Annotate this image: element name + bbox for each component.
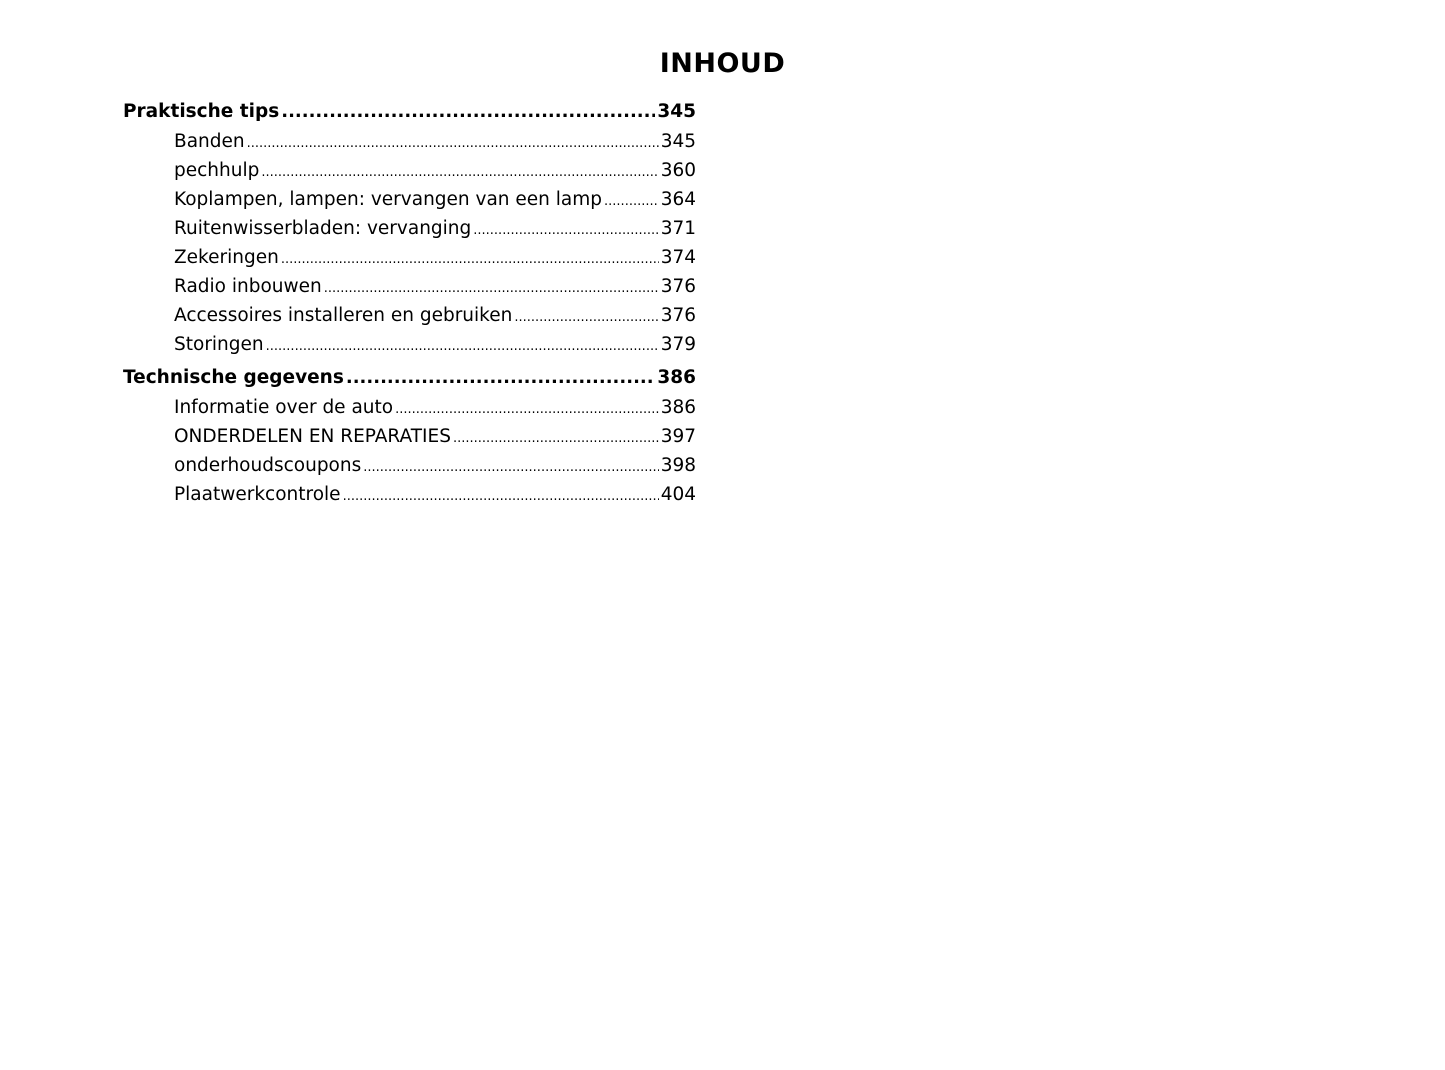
toc-dot-leader bbox=[473, 216, 658, 245]
toc-entry-page: 360 bbox=[660, 160, 696, 181]
toc-entry-label: Storingen bbox=[174, 334, 264, 355]
toc-entry[interactable] bbox=[123, 127, 696, 156]
toc-heading[interactable] bbox=[123, 97, 696, 127]
toc-entry-page: 371 bbox=[660, 218, 696, 239]
toc-heading-label: Technische gegevens bbox=[123, 367, 344, 388]
toc-heading-label: Praktische tips bbox=[123, 101, 280, 122]
toc-heading-page: 345 bbox=[657, 101, 696, 122]
toc-entry-label: Radio inbouwen bbox=[174, 276, 322, 297]
toc-entry-label: pechhulp bbox=[174, 160, 260, 181]
page-title: INHOUD bbox=[659, 48, 786, 80]
toc-dot-leader bbox=[281, 97, 655, 127]
toc-dot-leader bbox=[395, 395, 659, 424]
toc-entry-label: Accessoires installeren en gebruiken bbox=[174, 305, 513, 326]
toc-entry[interactable] bbox=[123, 393, 696, 422]
toc-entry[interactable] bbox=[123, 451, 696, 480]
toc-dot-leader bbox=[261, 158, 658, 187]
toc-entry-page: 404 bbox=[660, 484, 696, 505]
toc-entry[interactable] bbox=[123, 185, 696, 214]
toc-entry-page: 364 bbox=[660, 189, 696, 210]
toc-entry-label: ONDERDELEN EN REPARATIES bbox=[174, 426, 451, 447]
toc-entry-page: 386 bbox=[660, 397, 696, 418]
toc-dot-leader bbox=[604, 187, 659, 216]
toc-entry[interactable] bbox=[123, 330, 696, 359]
toc-entry-label: Informatie over de auto bbox=[174, 397, 394, 418]
toc-entry-label: Koplampen, lampen: vervangen van een lamp bbox=[174, 189, 603, 210]
toc-dot-leader bbox=[266, 332, 659, 361]
toc-dot-leader bbox=[363, 453, 658, 482]
toc-entry-page: 376 bbox=[660, 276, 696, 297]
toc-dot-leader bbox=[281, 245, 659, 274]
toc-entry[interactable] bbox=[123, 301, 696, 330]
toc-section-praktische-tips bbox=[123, 97, 696, 359]
table-of-contents bbox=[123, 97, 696, 509]
toc-entry[interactable] bbox=[123, 422, 696, 451]
toc-entry-label: Banden bbox=[174, 131, 245, 152]
toc-entry[interactable] bbox=[123, 214, 696, 243]
toc-entry-page: 398 bbox=[660, 455, 696, 476]
toc-heading-page: 386 bbox=[657, 367, 696, 388]
toc-entry-label: Plaatwerkcontrole bbox=[174, 484, 341, 505]
toc-dot-leader bbox=[346, 363, 656, 393]
toc-entry-page: 397 bbox=[660, 426, 696, 447]
toc-dot-leader bbox=[514, 303, 658, 332]
toc-entry[interactable] bbox=[123, 243, 696, 272]
toc-entry[interactable] bbox=[123, 156, 696, 185]
toc-dot-leader bbox=[247, 129, 659, 158]
toc-section-technische-gegevens bbox=[123, 363, 696, 509]
toc-entry-page: 345 bbox=[660, 131, 696, 152]
toc-entry-page: 379 bbox=[660, 334, 696, 355]
toc-heading[interactable] bbox=[123, 363, 696, 393]
toc-dot-leader bbox=[343, 482, 659, 511]
toc-entry-page: 376 bbox=[660, 305, 696, 326]
toc-dot-leader bbox=[324, 274, 659, 303]
toc-entry-page: 374 bbox=[660, 247, 696, 268]
toc-entry-label: onderhoudscoupons bbox=[174, 455, 362, 476]
toc-entry[interactable] bbox=[123, 272, 696, 301]
toc-entry-label: Ruitenwisserbladen: vervanging bbox=[174, 218, 472, 239]
toc-entry-label: Zekeringen bbox=[174, 247, 279, 268]
toc-entry[interactable] bbox=[123, 480, 696, 509]
toc-dot-leader bbox=[453, 424, 659, 453]
